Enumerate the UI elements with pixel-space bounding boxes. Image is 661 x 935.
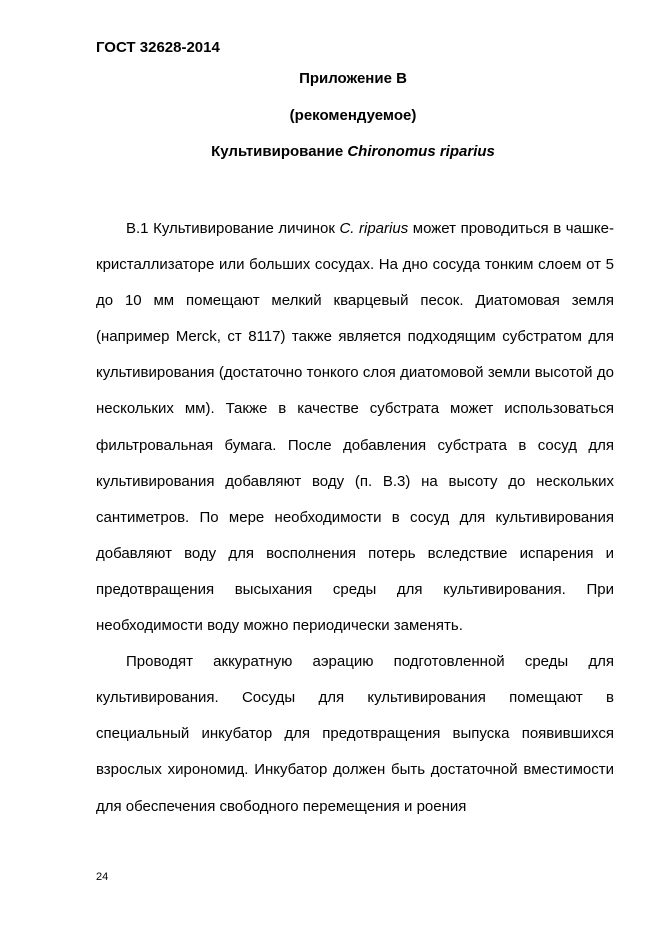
- paragraph-1-rest: может проводиться в чашке-кристаллизаторе или больших сосудах. На дно сосуда тонким слоем от 5 до 10 мм помещают мелкий кварцевый песок. Диатомовая земля (например Merck, ст 8117) также является подходящим субстратом для культивирования (достаточно тонкого слоя диатомовой земли высотой до нескольких мм). Также в качестве субстрата может использоваться фильтровальная бумага. После добавления субстрата в сосуд для культивирования добавляют воду (п. В.3) на высоту до нескольких сантиметров. По мере необходимости в сосуд для культивирования добавляют воду для восполнения потерь вследствие испарения и предотвращения высыхания среды для культивирования. При необходимости воду можно периодически заменять.: [96, 220, 614, 635]
- appendix-heading: [96, 143, 610, 160]
- heading-plain: Культивирование: [211, 143, 348, 160]
- paragraph-2: Проводят аккуратную аэрацию подготовленной среды для культивирования. Сосуды для культивирования помещают в специальный инкубатор для предотвращения выпуска появившихся взрослых хирономид. Инкубатор должен быть достаточной вместимости для обеспечения свободного перемещения и роения: [96, 653, 614, 815]
- species-name: C. riparius: [339, 220, 409, 237]
- paragraph-1: [96, 211, 614, 644]
- paragraph-1-start: В.1 Культивирование личинок: [126, 220, 340, 237]
- body-text: [96, 211, 614, 825]
- appendix-title: Приложение В: [299, 70, 407, 87]
- standard-designation: ГОСТ 32628-2014: [96, 39, 220, 56]
- heading-italic: Chironomus riparius: [347, 143, 495, 160]
- appendix-status: (рекомендуемое): [289, 107, 417, 124]
- page-number: 24: [96, 871, 109, 883]
